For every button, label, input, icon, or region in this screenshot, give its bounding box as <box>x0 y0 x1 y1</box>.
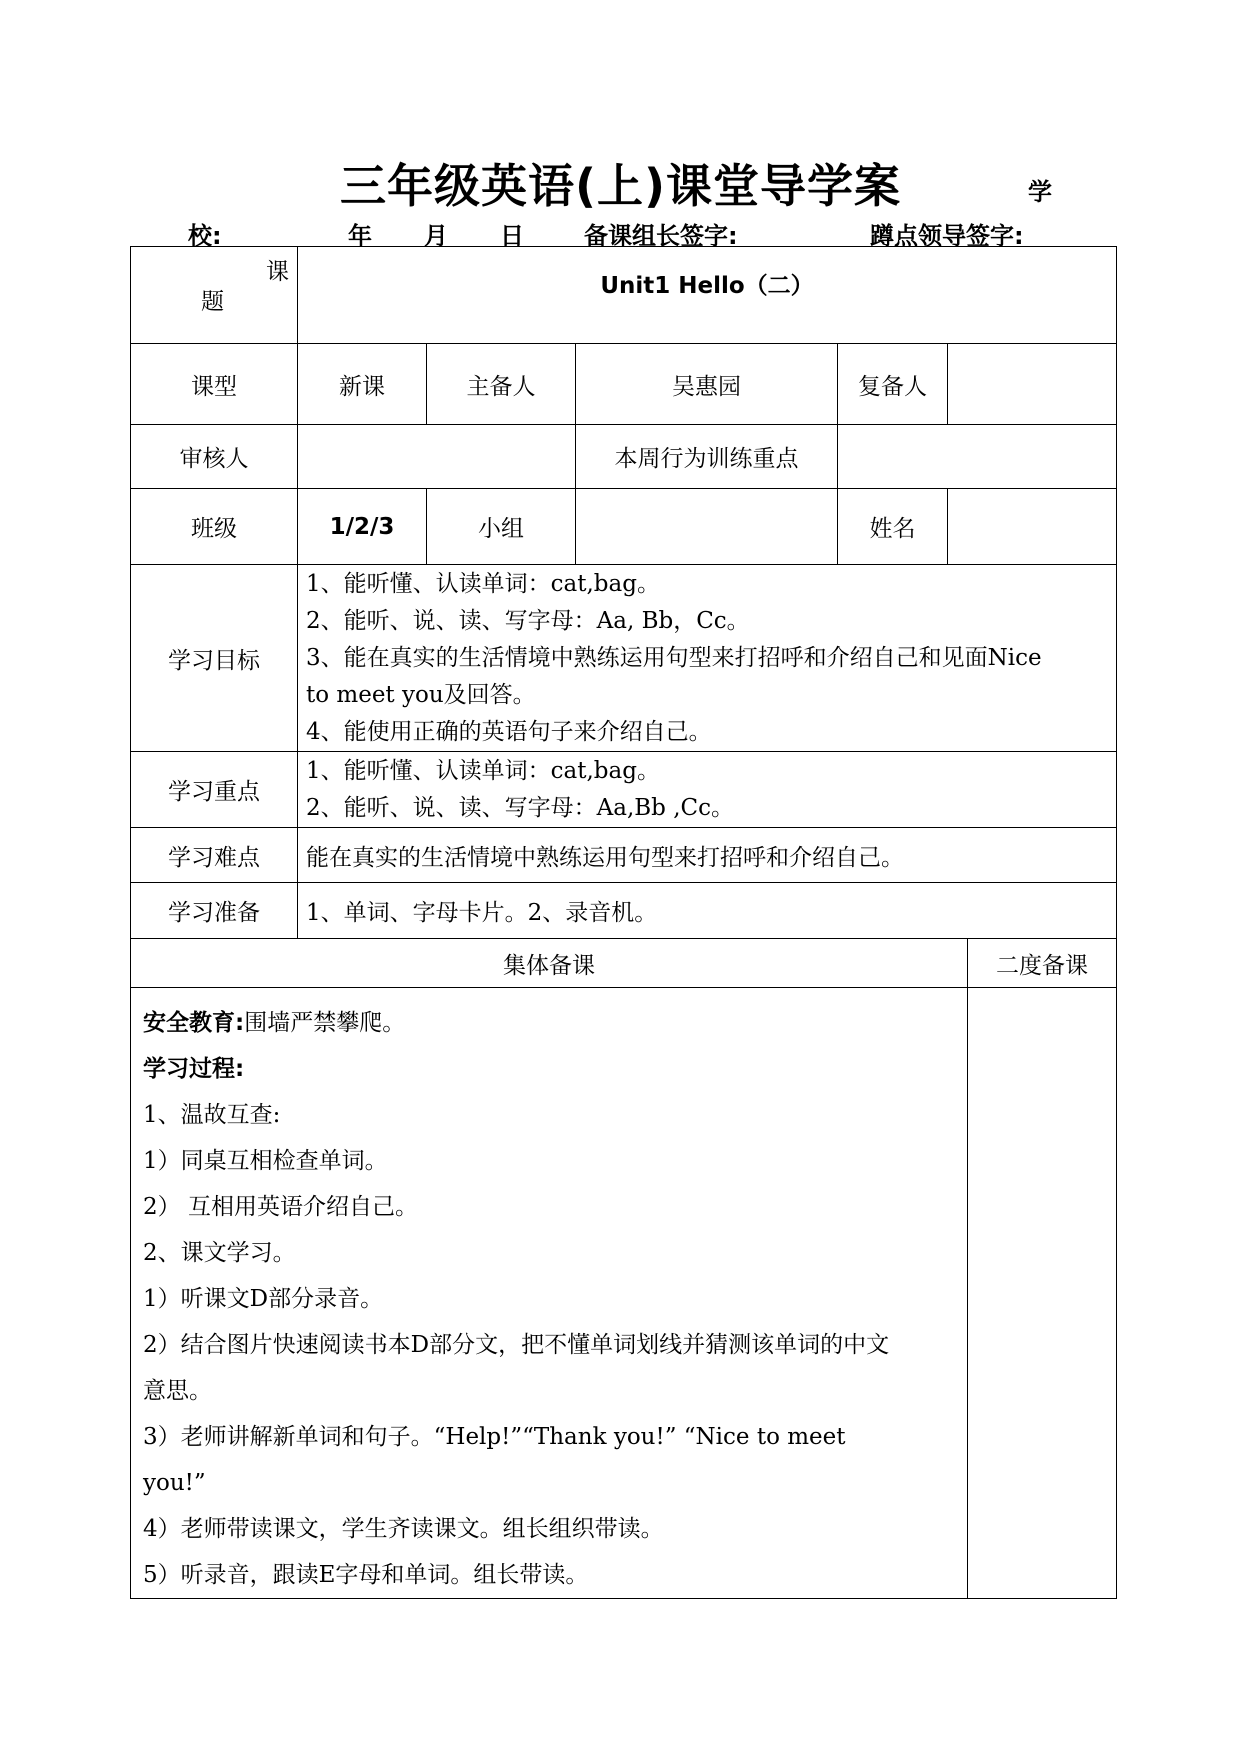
topic-label-ke: 课 <box>266 259 289 285</box>
topic-value: Unit1 Hello（二） <box>298 247 1117 344</box>
reviewer-label: 审核人 <box>131 425 298 489</box>
process-step: you!” <box>143 1470 206 1496</box>
goal-item: 3、能在真实的生活情境中熟练运用句型来打招呼和介绍自己和见面Nice <box>306 644 1042 671</box>
year-label: 年 <box>348 222 372 250</box>
lesson-plan-table <box>130 246 1117 1599</box>
difficulty-label: 学习难点 <box>131 828 298 883</box>
goal-item: 1、能听懂、认读单词：cat,bag。 <box>306 570 660 597</box>
safety-label: 安全教育: <box>143 1010 245 1036</box>
process-step: 4）老师带读课文，学生齐读课文。组长组织带读。 <box>143 1516 664 1542</box>
prep-label: 学习准备 <box>131 883 298 939</box>
process-step: 1、温故互查: <box>143 1102 281 1128</box>
keypoints-row <box>131 752 1117 828</box>
collective-label: 集体备课 <box>131 939 968 988</box>
process-step: 2） 互相用英语介绍自己。 <box>143 1194 418 1220</box>
class-row <box>131 489 1117 565</box>
class-value: 1/2/3 <box>298 489 427 565</box>
main-prep-value: 吴惠园 <box>576 344 838 425</box>
goals-list <box>298 565 1117 752</box>
re-prep-value <box>948 344 1117 425</box>
keypoint-item: 1、能听懂、认读单词：cat,bag。 <box>306 757 660 784</box>
process-label: 学习过程: <box>143 1056 245 1082</box>
type-row <box>131 344 1117 425</box>
page-title: 三年级英语(上)课堂导学案 <box>339 159 902 213</box>
type-label: 课型 <box>131 344 298 425</box>
keypoint-item: 2、能听、说、读、写字母：Aa,Bb ,Cc。 <box>306 794 734 821</box>
reviewer-value <box>298 425 576 489</box>
second-prep-cell <box>968 988 1117 1599</box>
name-label: 姓名 <box>838 489 948 565</box>
process-cell <box>131 988 968 1599</box>
main-prep-label: 主备人 <box>427 344 576 425</box>
prep-row <box>131 883 1117 939</box>
keypoints-label: 学习重点 <box>131 752 298 828</box>
day-label: 日 <box>500 222 524 250</box>
goals-label: 学习目标 <box>131 565 298 752</box>
process-step: 意思。 <box>143 1378 212 1404</box>
month-label: 月 <box>424 222 448 250</box>
leader-sign-label: 蹲点领导签字: <box>870 222 1024 250</box>
process-step: 5）听录音，跟读E字母和单词。组长带读。 <box>143 1562 589 1588</box>
keypoints-list <box>298 752 1117 828</box>
behavior-value <box>838 425 1117 489</box>
name-value <box>948 489 1117 565</box>
topic-row <box>131 247 1117 344</box>
topic-label-cell <box>131 247 298 344</box>
title-xue: 学 <box>1028 178 1052 206</box>
goal-item: 4、能使用正确的英语句子来介绍自己。 <box>306 718 712 745</box>
school-label: 校: <box>188 222 222 250</box>
class-label: 班级 <box>131 489 298 565</box>
process-step: 1）同桌互相检查单词。 <box>143 1148 388 1174</box>
process-step: 2、课文学习。 <box>143 1240 296 1266</box>
prep-value: 1、单词、字母卡片。2、录音机。 <box>298 883 1117 939</box>
process-step: 3）老师讲解新单词和句子。“Help!”“Thank you!” “Nice to meet <box>143 1424 846 1450</box>
topic-label-ti: 题 <box>201 289 224 315</box>
type-value: 新课 <box>298 344 427 425</box>
section-header-row <box>131 939 1117 988</box>
safety-value: 围墙严禁攀爬。 <box>244 1010 406 1036</box>
reviewer-row <box>131 425 1117 489</box>
group-label: 小组 <box>427 489 576 565</box>
re-prep-label: 复备人 <box>838 344 948 425</box>
difficulty-row <box>131 828 1117 883</box>
process-step: 2）结合图片快速阅读书本D部分文，把不懂单词划线并猜测该单词的中文 <box>143 1332 890 1358</box>
group-leader-sign-label: 备课组长签字: <box>584 222 738 250</box>
group-value <box>576 489 838 565</box>
goals-row <box>131 565 1117 752</box>
difficulty-value: 能在真实的生活情境中熟练运用句型来打招呼和介绍自己。 <box>298 828 1117 883</box>
behavior-label: 本周行为训练重点 <box>576 425 838 489</box>
process-row <box>131 988 1117 1599</box>
goal-item: to meet you及回答。 <box>306 681 536 708</box>
safety-line <box>143 1000 959 1046</box>
goal-item: 2、能听、说、读、写字母：Aa, Bb，Cc。 <box>306 607 750 634</box>
second-label: 二度备课 <box>968 939 1117 988</box>
process-step: 1）听课文D部分录音。 <box>143 1286 384 1312</box>
